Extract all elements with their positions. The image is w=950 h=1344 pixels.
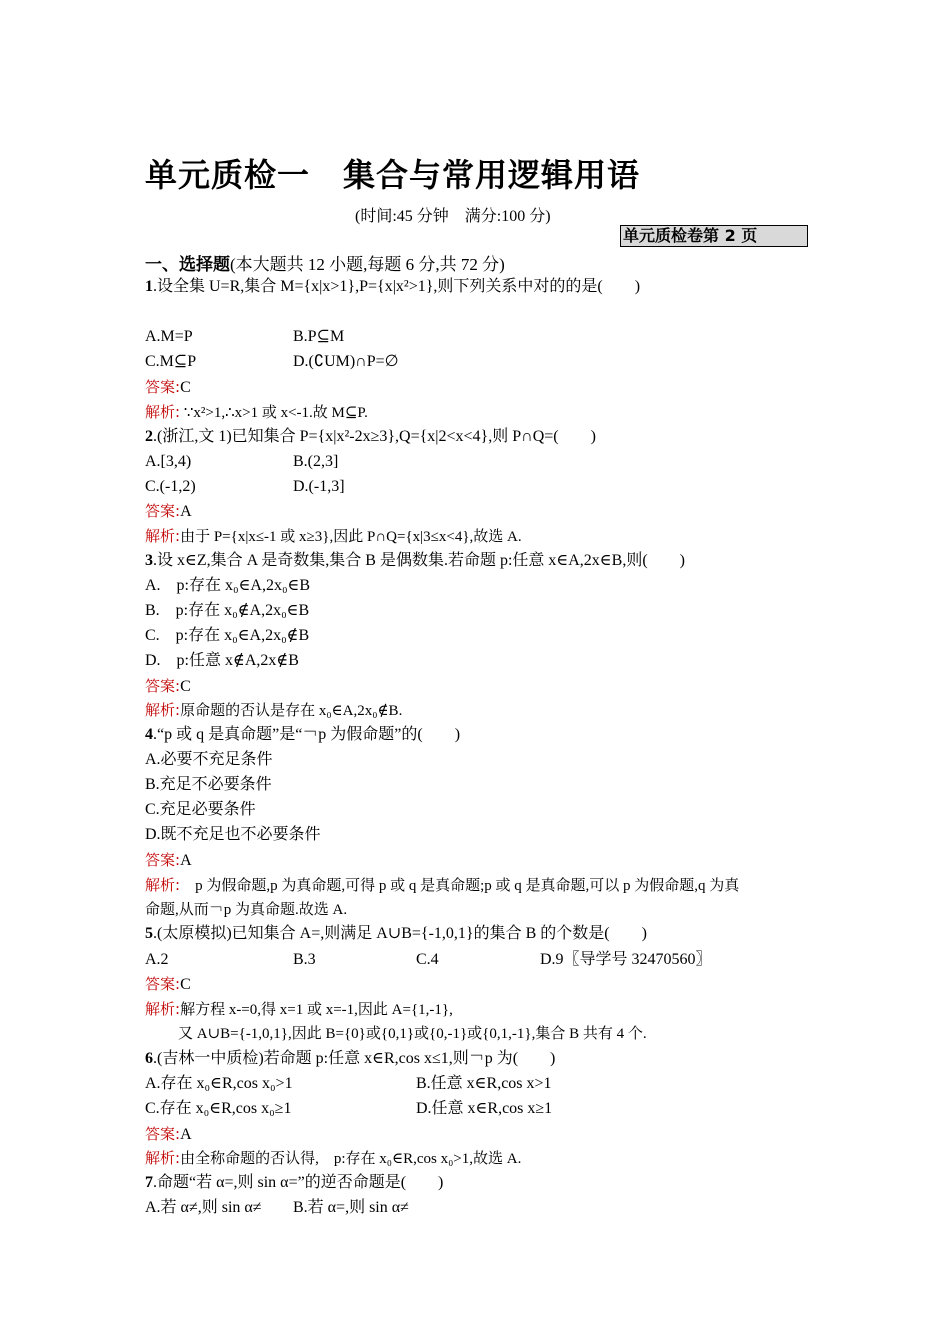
line-text: B.充足不必要条件	[145, 776, 272, 793]
explanation-label: 解析:	[145, 701, 181, 719]
question-number: 5	[145, 925, 153, 942]
answer-label: 答案:	[145, 1125, 181, 1143]
line-text: D.(∁UM)∩P=∅	[293, 353, 399, 370]
line-q2-b	[293, 452, 338, 472]
line-q3-b	[145, 601, 309, 621]
line-text: .设 x∈Z,集合 A 是奇数集,集合 B 是偶数集.若命题 p:任意 x∈A,2x∈B,则( )	[153, 552, 685, 569]
line-text: A.2	[145, 951, 169, 968]
line-text: A.存在 x₀∈R,cos x₀>1	[145, 1075, 293, 1092]
line-text: .(浙江,文 1)已知集合 P={x|x²-2x≥3},Q={x|2<x<4},则 P∩Q=( )	[153, 428, 596, 445]
line-q5-ans	[145, 974, 191, 995]
line-text: C.(-1,2)	[145, 478, 196, 495]
line-q4	[145, 725, 460, 745]
exam-info: (时间:45 分钟 满分:100 分)	[355, 208, 551, 225]
section-name: 一、选择题	[145, 255, 230, 275]
line-text: D.9〖导学号 32470560〗	[540, 951, 712, 968]
line-text: B.3	[293, 951, 316, 968]
line-text: C. p:存在 x₀∈A,2x₀∉B	[145, 627, 310, 644]
line-text: 命题,从而￢p 为真命题.故选 A.	[145, 902, 348, 918]
line-text: C.存在 x₀∈R,cos x₀≥1	[145, 1100, 292, 1117]
line-q6-ans	[145, 1124, 192, 1145]
line-q3-ans	[145, 676, 191, 697]
answer-label: 答案:	[145, 502, 181, 520]
answer-label: 答案:	[145, 677, 181, 695]
explanation-label: 解析:	[145, 876, 181, 894]
line-text: 又 A∪B={-1,0,1},因此 B={0}或{0,1}或{0,-1}或{0,1,-1},集合 B 共有 4 个.	[178, 1026, 647, 1042]
answer-label: 答案:	[145, 975, 181, 993]
line-text: 解方程 x-=0,得 x=1 或 x=-1,因此 A={1,-1},	[180, 1002, 453, 1018]
line-q1-a	[145, 327, 193, 347]
line-q3-d	[145, 651, 299, 671]
question-number: 3	[145, 552, 153, 569]
line-q5-exp2	[178, 1024, 647, 1044]
line-text: A.必要不充足条件	[145, 751, 273, 768]
line-text: C.充足必要条件	[145, 801, 256, 818]
line-q2-exp	[145, 526, 522, 547]
line-q6-exp	[145, 1148, 521, 1169]
line-q4-c	[145, 800, 256, 820]
line-q2-d	[293, 477, 345, 497]
line-q6	[145, 1049, 555, 1069]
section-heading	[145, 250, 505, 275]
question-number: 2	[145, 428, 153, 445]
line-q3	[145, 551, 685, 571]
line-q4-d	[145, 825, 321, 845]
line-q1	[145, 277, 640, 297]
line-q6-b	[416, 1074, 552, 1094]
line-q5	[145, 924, 647, 944]
question-number: 7	[145, 1174, 153, 1191]
line-q4-ans	[145, 850, 192, 871]
line-text: C	[180, 976, 191, 993]
line-text: ∵x²>1,∴x>1 或 x<-1.故 M⊆P.	[180, 405, 368, 421]
line-q2-ans	[145, 501, 192, 522]
line-q1-c	[145, 352, 196, 372]
line-q3-a	[145, 576, 310, 596]
line-q6-a	[145, 1074, 293, 1094]
line-text: A.M=P	[145, 328, 193, 345]
page-title: 单元质检一 集合与常用逻辑用语	[145, 156, 641, 194]
line-text: 由于 P={x|x≤-1 或 x≥3},因此 P∩Q={x|3≤x<4},故选 A.	[180, 529, 522, 545]
line-text: B. p:存在 x₀∉A,2x₀∈B	[145, 602, 310, 619]
line-q4-exp2	[145, 900, 347, 920]
line-q5-a	[145, 950, 169, 970]
line-text: p 为假命题,p 为真命题,可得 p 或 q 是真命题;p 或 q 是真命题,可以 p 为假命题,q 为真	[180, 878, 740, 894]
line-text: C	[180, 379, 191, 396]
line-text: B.P⊆M	[293, 328, 345, 345]
line-q1-exp	[145, 402, 368, 423]
answer-label: 答案:	[145, 378, 181, 396]
line-text: D.任意 x∈R,cos x≥1	[416, 1100, 553, 1117]
line-text: 原命题的否认是存在 x₀∈A,2x₀∉B.	[180, 703, 403, 719]
line-text: A.若 α≠,则 sin α≠	[145, 1199, 262, 1216]
line-q5-d	[540, 950, 712, 970]
line-text: 由全称命题的否认得, p:存在 x₀∈R,cos x₀>1,故选 A.	[180, 1151, 522, 1167]
section-note: (本大题共 12 小题,每题 6 分,共 72 分)	[230, 255, 505, 274]
line-text: A	[180, 852, 192, 869]
line-text: D.既不充足也不必要条件	[145, 826, 321, 843]
question-number: 1	[145, 278, 153, 295]
line-q5-exp	[145, 999, 453, 1020]
line-q2-a	[145, 452, 191, 472]
line-text: .“p 或 q 是真命题”是“￢p 为假命题”的( )	[153, 726, 461, 743]
line-text: B.若 α=,则 sin α≠	[293, 1199, 409, 1216]
question-number: 6	[145, 1050, 153, 1067]
line-q5-c	[416, 950, 439, 970]
line-text: C.M⊆P	[145, 353, 197, 370]
line-q5-b	[293, 950, 316, 970]
line-q1-ans	[145, 377, 191, 398]
line-q7-b	[293, 1198, 409, 1218]
line-q1-b	[293, 327, 344, 347]
line-q7-a	[145, 1198, 262, 1218]
line-q6-c	[145, 1099, 291, 1119]
line-q2-c	[145, 477, 196, 497]
line-text: .(太原模拟)已知集合 A=,则满足 A∪B={-1,0,1}的集合 B 的个数是( )	[153, 925, 647, 942]
explanation-label: 解析:	[145, 403, 181, 421]
line-text: D.(-1,3]	[293, 478, 345, 495]
line-q4-b	[145, 775, 272, 795]
line-text: .命题“若 α=,则 sin α=”的逆否命题是( )	[153, 1174, 444, 1191]
line-text: B.(2,3]	[293, 453, 339, 470]
answer-label: 答案:	[145, 851, 181, 869]
line-q3-exp	[145, 700, 402, 721]
line-text: .设全集 U=R,集合 M={x|x>1},P={x|x²>1},则下列关系中对的的是( )	[153, 278, 641, 295]
line-q3-c	[145, 626, 309, 646]
line-text: D. p:任意 x∉A,2x∉B	[145, 652, 299, 669]
line-q4-exp	[145, 875, 739, 896]
line-text: A	[180, 503, 192, 520]
line-text: A	[180, 1126, 192, 1143]
line-q7	[145, 1173, 443, 1193]
line-q2	[145, 427, 596, 447]
question-number: 4	[145, 726, 153, 743]
line-text: C	[180, 678, 191, 695]
line-text: B.任意 x∈R,cos x>1	[416, 1075, 552, 1092]
line-text: .(吉林一中质检)若命题 p:任意 x∈R,cos x≤1,则￢p 为( )	[153, 1050, 556, 1067]
line-text: A.[3,4)	[145, 453, 192, 470]
explanation-label: 解析:	[145, 1149, 181, 1167]
line-q4-a	[145, 750, 273, 770]
line-text: A. p:存在 x₀∈A,2x₀∈B	[145, 577, 311, 594]
explanation-label: 解析:	[145, 527, 181, 545]
page-box-label: 单元质检卷第 2 页	[620, 225, 808, 247]
line-text: C.4	[416, 951, 439, 968]
line-q6-d	[416, 1099, 552, 1119]
explanation-label: 解析:	[145, 1000, 181, 1018]
line-q1-d	[293, 352, 399, 372]
